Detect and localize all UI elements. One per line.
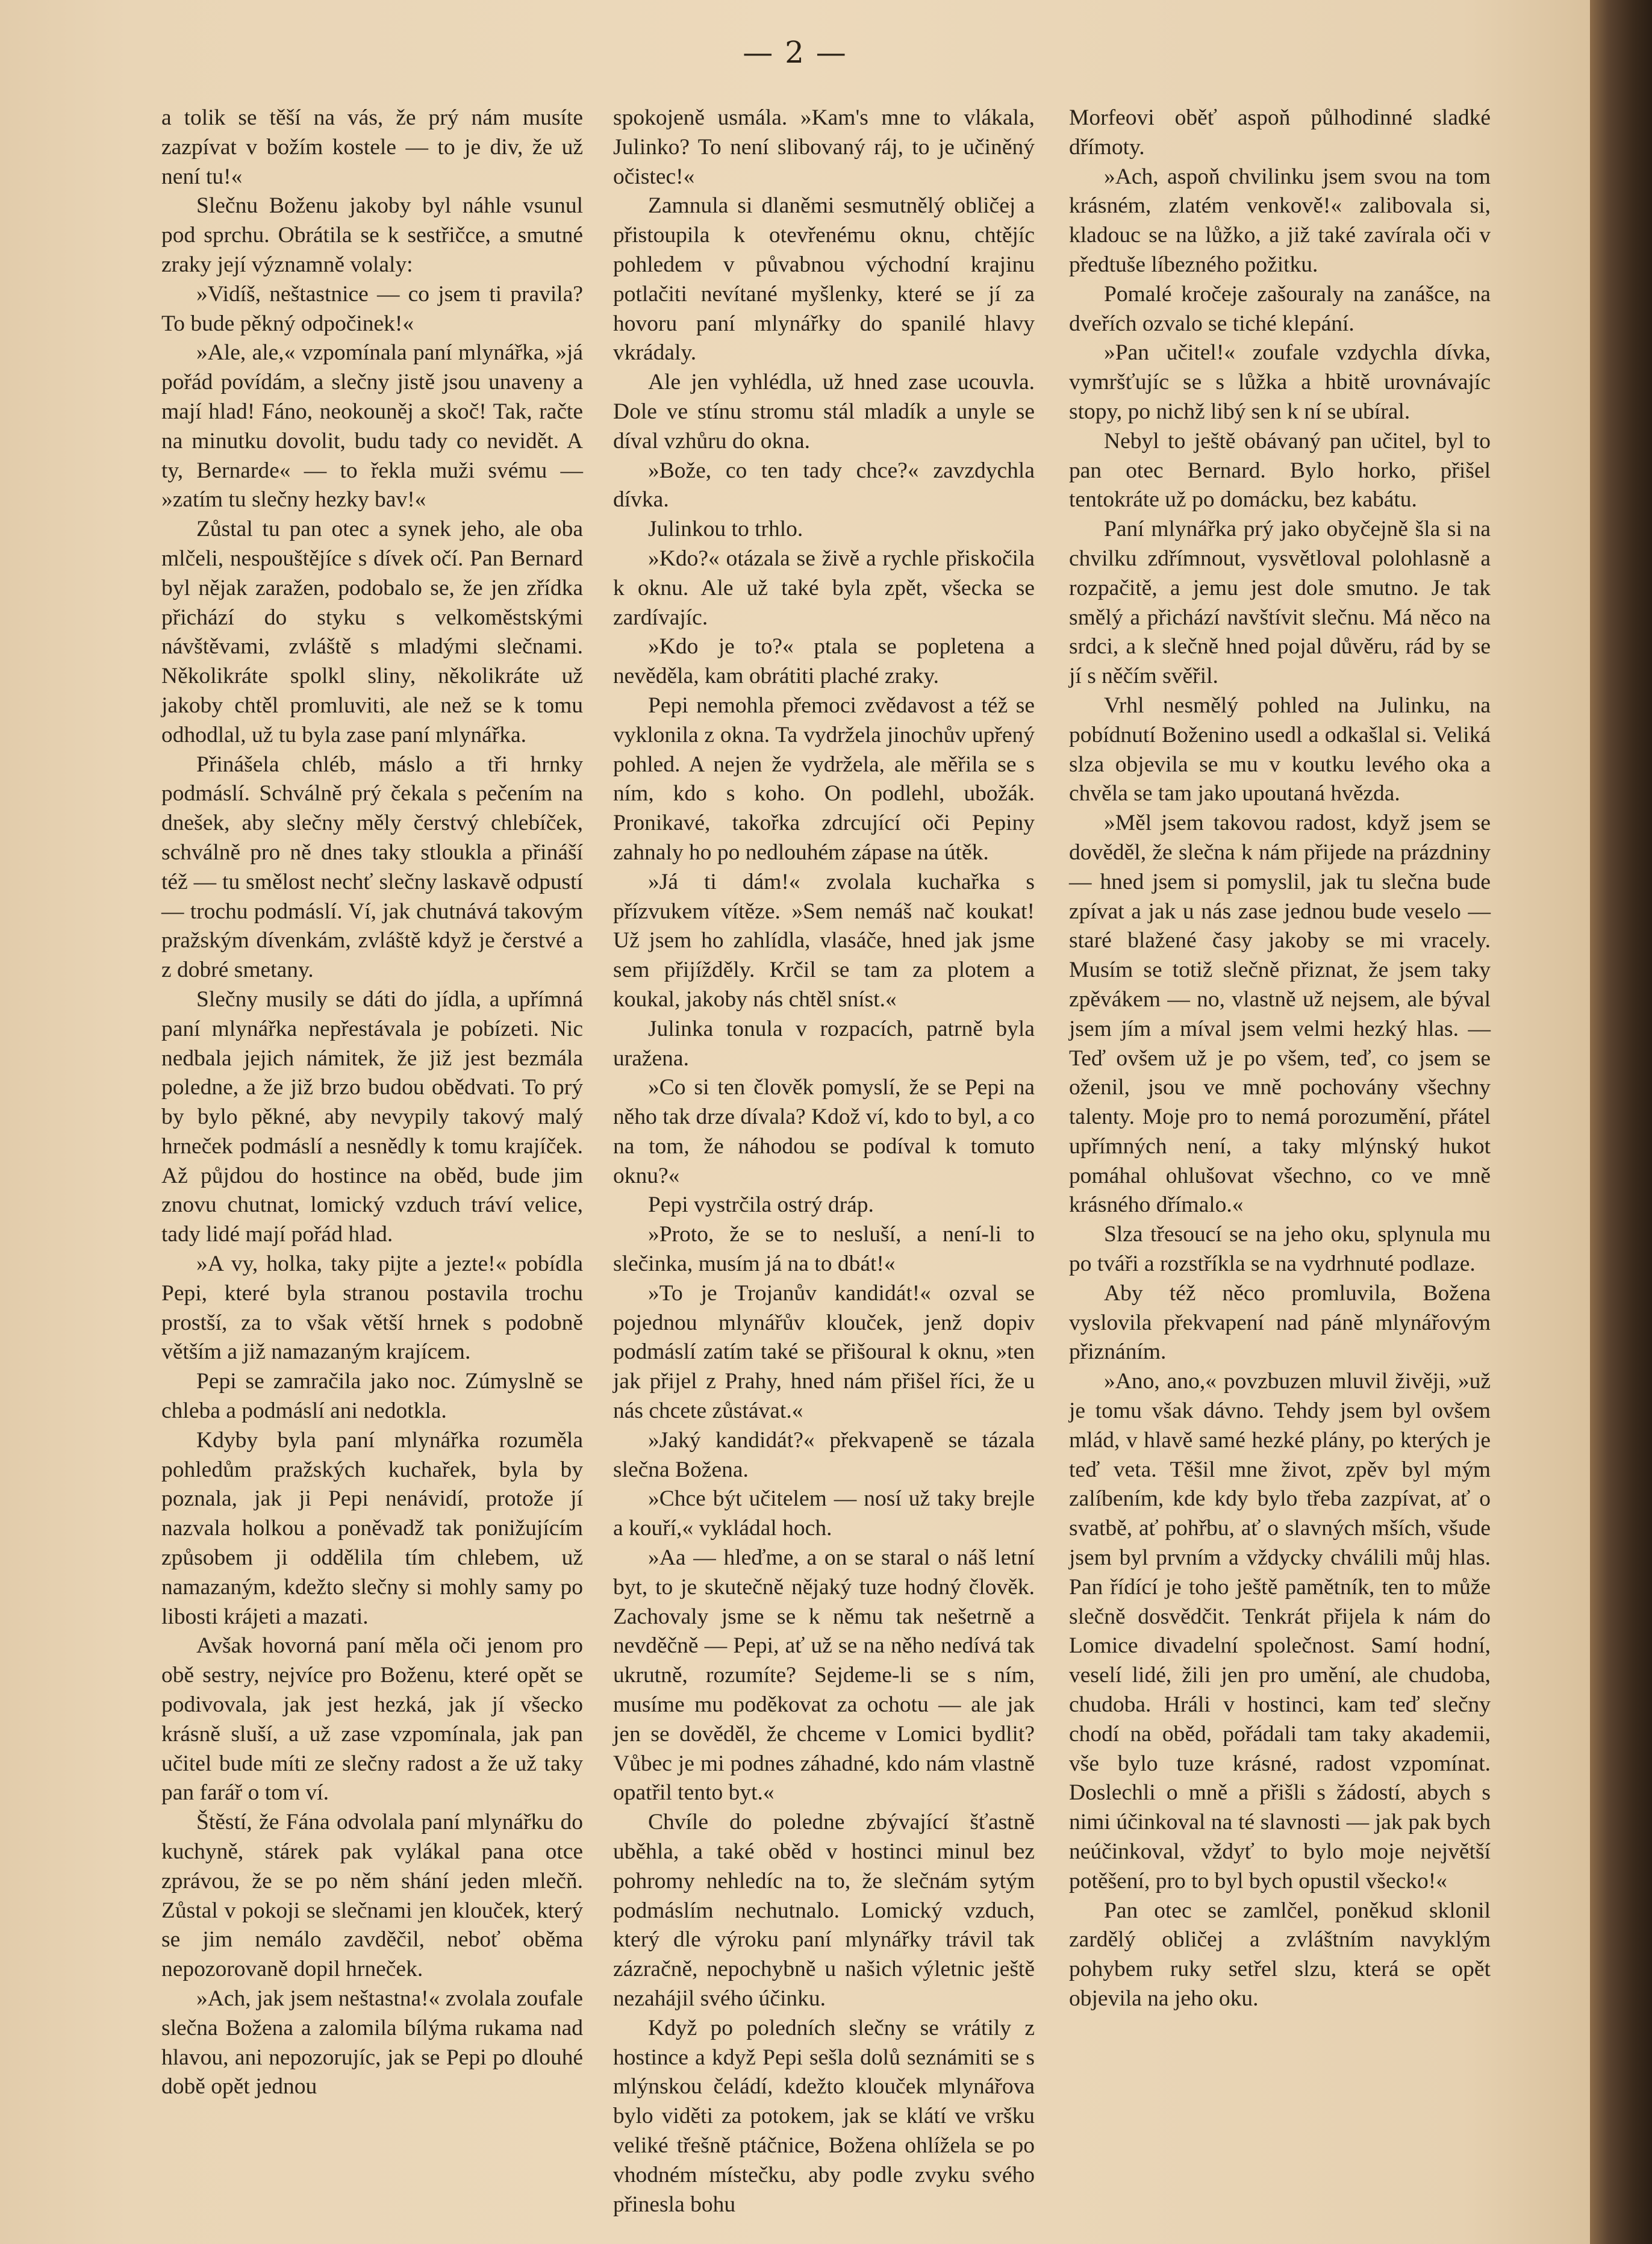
paragraph: Morfeovi oběť aspoň půlhodinné sladké dřímoty. <box>1069 105 1491 160</box>
paragraph: »Kdo?« otázala se živě a rychle přiskočila k oknu. Ale už také byla zpět, všecka se zardívajíc. <box>613 546 1035 630</box>
paragraph: Vrhl nesmělý pohled na Julinku, na pobídnutí Boženino usedl a odkašlal si. Veliká slza objevila se mu v koutku levého oka a chvěla se tam jako upoutaná hvězda. <box>1069 693 1491 806</box>
paragraph: Štěstí, že Fána odvolala paní mlynářku do kuchyně, stárek pak vylákal pana otce zprávou, že se po něm shání jeden mlečň. Zůstal v pokoji se slečnami jen klouček, který se jim nemálo zavděčil, neboť oběma nepozorovaně dopil hrneček. <box>161 1810 583 1982</box>
paragraph: »Chce být učitelem — nosí už taky brejle a kouří,« vykládal hoch. <box>613 1486 1035 1541</box>
page-number: — 2 — <box>743 35 847 70</box>
paragraph: Aby též něco promluvila, Božena vyslovila překvapení nad páně mlynářovým přiznáním. <box>1069 1280 1491 1365</box>
paragraph: Přinášela chléb, máslo a tři hrnky podmáslí. Schválně prý čekala s pečením na dnešek, aby slečny měly čerstvý chlebíček, schválně pro ně dnes taky stloukla a přináší též — tu smělost nechť slečny laskavě odpustí — trochu podmáslí. Ví, jak chutnává takovým pražským dívenkám, zvláště když je čerstvé a z dobré smetany. <box>161 752 583 983</box>
paragraph: Nebyl to ještě obávaný pan učitel, byl to pan otec Bernard. Bylo horko, přišel tentokráte už po domácku, bez kabátu. <box>1069 428 1491 513</box>
paragraph: »A vy, holka, taky pijte a jezte!« pobídla Pepi, které byla stranou postavila trochu prostší, za to však větší hrnek s podobně větším a již namazaným krajícem. <box>161 1251 583 1365</box>
paragraph: »Ach, jak jsem neštastna!« zvolala zoufale slečna Božena a zalomila bílýma rukama nad hlavou, ani nepozorujíc, jak se Pepi po dlouhé době opět jednou <box>161 1986 583 2099</box>
paragraph: Kdyby byla paní mlynářka rozuměla pohledům pražských kuchařek, byla by poznala, jak ji Pepi nenávidí, protože jí nazvala holkou a poněvadž tak ponižujícím způsobem ji oddělila tím chlebem, už namazaným, kdežto slečny si mohly samy po libosti krájeti a mazati. <box>161 1427 583 1629</box>
paragraph: »To je Trojanův kandidát!« ozval se pojednou mlynářův klouček, jenž dopiv podmáslí zatím také se přišoural k oknu, »ten jak přijel z Prahy, hned nám přišel říci, že u nás chcete zůstávat.« <box>613 1280 1035 1424</box>
paragraph: »Ale, ale,« vzpomínala paní mlynářka, »já pořád povídám, a slečny jistě jsou unaveny a mají hlad! Fáno, neokouněj a skoč! Tak, račte na minutku dovolit, budu tady co nevidět. A ty, Bernarde« — to řekla muži svému — »zatím tu slečny hezky bav!« <box>161 340 583 513</box>
text-column-1 <box>161 104 583 2102</box>
paragraph: Ale jen vyhlédla, už hned zase ucouvla. Dole ve stínu stromu stál mladík a unyle se díval vzhůru do okna. <box>613 370 1035 453</box>
paragraph: Když po poledních slečny se vrátily z hostince a když Pepi sešla dolů seznámiti se s mlýnskou čeládí, kdežto klouček mlynářova bylo viděti za potokem, jak se klátí ve vršku veliké třešně ptáčnice, Božena ohlížela se po vhodném místečku, aby podle zvyku svého přinesla bohu <box>613 2015 1035 2217</box>
paragraph: »Proto, že se to nesluší, a není-li to slečinka, musím já na to dbát!« <box>613 1222 1035 1277</box>
paragraph: »Jaký kandidát?« překvapeně se tázala slečna Božena. <box>613 1427 1035 1482</box>
paragraph: Paní mlynářka prý jako obyčejně šla si na chvilku zdřímnout, vysvětloval polohlasně a rozpačitě, a jemu jest dole smutno. Je tak smělý a přichází navštívit slečnu. Má něco na srdci, a k slečně hned pojal důvěru, rád by se jí s něčím svěřil. <box>1069 517 1491 689</box>
paragraph: Pepi vystrčila ostrý dráp. <box>648 1192 874 1218</box>
paragraph: »Co si ten člověk pomyslí, že se Pepi na něho tak drze dívala? Kdož ví, kdo to byl, a co na tom, že náhodou se podíval k tomuto oknu?« <box>613 1075 1035 1188</box>
paragraph: Zamnula si dlaněmi sesmutnělý obličej a přistoupila k otevřenému oknu, chtějíc pohledem v půvabnou východní krajinu potlačiti nevítané myšlenky, které se jí za hovoru paní mlynářky do spanilé hlavy vkrádaly. <box>613 193 1035 366</box>
book-binding-edge <box>1590 0 1652 2244</box>
paragraph: »Já ti dám!« zvolala kuchařka s přízvukem vítěze. »Sem nemáš nač koukat! Už jsem ho zahlídla, vlasáče, hned jak jsme sem přijížděly. Krčil se tam za plotem a koukal, jakoby nás chtěl sníst.« <box>613 869 1035 1012</box>
paragraph: Pepi se zamračila jako noc. Zúmyslně se chleba a podmáslí ani nedotkla. <box>161 1369 583 1424</box>
text-column-2 <box>613 104 1035 2219</box>
paragraph: »Měl jsem takovou radost, když jsem se dověděl, že slečna k nám přijede na prázdniny — hned jsem si pomyslil, jak tu slečna bude zpívat a jak u nás zase jednou bude veselo — staré blažené časy jakoby se mi vracely. Musím se totiž slečně přiznat, že jsem taky zpěvákem — no, vlastně už nejsem, ale býval jsem jím a míval jsem velmi hezký hlas. — Teď ovšem už je po všem, teď, co jsem se oženil, jsou ve mně pochovány všechny talenty. Moje pro to nemá porozumění, přátel upřímných není, a taky mlýnský hukot pomáhal ohlušovat všechno, co ve mně krásného dřímalo.« <box>1069 811 1491 1218</box>
paragraph: »Vidíš, neštastnice — co jsem ti pravila? To bude pěkný odpočinek!« <box>161 281 583 336</box>
paragraph: Zůstal tu pan otec a synek jeho, ale oba mlčeli, nespouštějíce s dívek očí. Pan Bernard byl nějak zaražen, podobalo se, že jen zřídka přichází do styku s velkoměstskými návštěvami, zvláště s mladými slečnami. Několikráte spolkl sliny, několikráte už jakoby chtěl promluviti, ale než se k tomu odhodlal, už tu byla zase paní mlynářka. <box>161 517 583 747</box>
paragraph: »Aa — hleďme, a on se staral o náš letní byt, to je skutečně nějaký tuze hodný člověk. Zachovaly jsme se k němu tak nešetrně a nevděčně — Pepi, ať už se na něho nedívá tak ukrutně, rozumíte? Sejdeme-li se s ním, musíme mu poděkovat za ochotu — ale jak jen se dověděl, že chceme v Lomici bydlit? Vůbec je mi podnes záhadné, kdo nám vlastně opatřil tento byt.« <box>613 1545 1035 1806</box>
paragraph: »Pan učitel!« zoufale vzdychla dívka, vymršťujíc se s lůžka a hbitě urovnávajíc stopy, po nichž libý sen k ní se ubíral. <box>1069 340 1491 424</box>
paragraph: a tolik se těší na vás, že prý nám musíte zazpívat v božím kostele — to je div, že už není tu!« <box>161 105 583 189</box>
paragraph: Julinkou to trhlo. <box>648 517 803 542</box>
paragraph: Julinka tonula v rozpacích, patrně byla uražena. <box>613 1016 1035 1071</box>
paragraph: Pomalé kročeje zašouraly na zanášce, na dveřích ozvalo se tiché klepání. <box>1069 281 1491 336</box>
paragraph: spokojeně usmála. »Kam's mne to vlákala, Julinko? To není slibovaný ráj, to je učiněný očistec!« <box>613 105 1035 189</box>
paragraph: Slza třesoucí se na jeho oku, splynula mu po tváři a rozstříkla se na vydrhnuté podlaze. <box>1069 1222 1491 1277</box>
text-column-3 <box>1069 104 1491 2014</box>
paragraph: »Bože, co ten tady chce?« zavzdychla dívka. <box>613 458 1035 513</box>
paragraph: Pepi nemohla přemoci zvědavost a též se vyklonila z okna. Ta vydržela jinochův upřený pohled. A nejen že vydržela, ale měřila se s ním, kdo s koho. On podlehl, ubožák. Pronikavé, takořka zdrcující oči Pepiny zahnaly ho po nedlouhém zápase na útěk. <box>613 693 1035 865</box>
paragraph: Slečny musily se dáti do jídla, a upřímná paní mlynářka nepřestávala je pobízeti. Nic nedbala jejich námitek, že již jest bezmála poledne, a že již brzo budou obědvati. To prý by bylo pěkné, aby nevypily takový malý hrneček podmáslí a nesnědly k tomu krajíček. Až půjdou do hostince na oběd, bude jim znovu chutnat, lomický vzduch tráví velice, tady lidé mají pořád hlad. <box>161 986 583 1247</box>
paragraph: »Kdo je to?« ptala se popletena a nevěděla, kam obrátiti plaché zraky. <box>613 634 1035 689</box>
paragraph: »Ach, aspoň chvilinku jsem svou na tom krásném, zlatém venkově!« zalibovala si, kladouc se na lůžko, a již také zavírala oči v předtuše líbezného požitku. <box>1069 164 1491 277</box>
paragraph: Slečnu Boženu jakoby byl náhle vsunul pod sprchu. Obrátila se k sestřičce, a smutné zraky její významně volaly: <box>161 193 583 277</box>
paragraph: Avšak hovorná paní měla oči jenom pro obě sestry, nejvíce pro Boženu, které opět se podivovala, jak jest hezká, jak jí všecko krásně sluší, a už zase vzpomínala, jak pan učitel bude míti ze slečny radost a že už taky pan farář o tom ví. <box>161 1633 583 1806</box>
paragraph: Pan otec se zamlčel, poněkud sklonil zardělý obličej a zvláštním navyklým pohybem ruky setřel slzu, která se opět objevila na jeho oku. <box>1069 1898 1491 2011</box>
paragraph: »Ano, ano,« povzbuzen mluvil živěji, »už je tomu však dávno. Tehdy jsem byl ovšem mlád, v hlavě samé hezké plány, po kterých je teď veta. Těšil mne život, zpěv byl mým zalíbením, kde kdy bylo třeba zazpívat, ať o svatbě, ať pohřbu, ať o slavných mších, všude jsem byl prvním a vždycky chválili můj hlas. Pan řídící je toho ještě pamětník, ten to může slečně dosvědčit. Tenkrát přijela k nám do Lomice divadelní společnost. Samí hodní, veselí lidé, žili jen pro umění, ale chudoba, chudoba. Hráli v hostinci, kam teď slečny chodí na oběd, pořádali tam taky akademii, vše bylo tuze krásné, radost vzpomínat. Doslechli o mně a přišli s žádostí, abych s nimi účinkoval na té slavnosti — jak pak bych neúčinkoval, vždyť to bylo moje největší potěšení, pro to byl bych opustil všecko!« <box>1069 1369 1491 1893</box>
paragraph: Chvíle do poledne zbývající šťastně uběhla, a také oběd v hostinci minul bez pohromy nehledíc na to, že slečnám sytým podmáslím nechutnalo. Lomický vzduch, který dle výroku paní mlynářky trávil tak zázračně, nepochybně u našich výletnic ještě nezahájil svého účinku. <box>613 1810 1035 2011</box>
